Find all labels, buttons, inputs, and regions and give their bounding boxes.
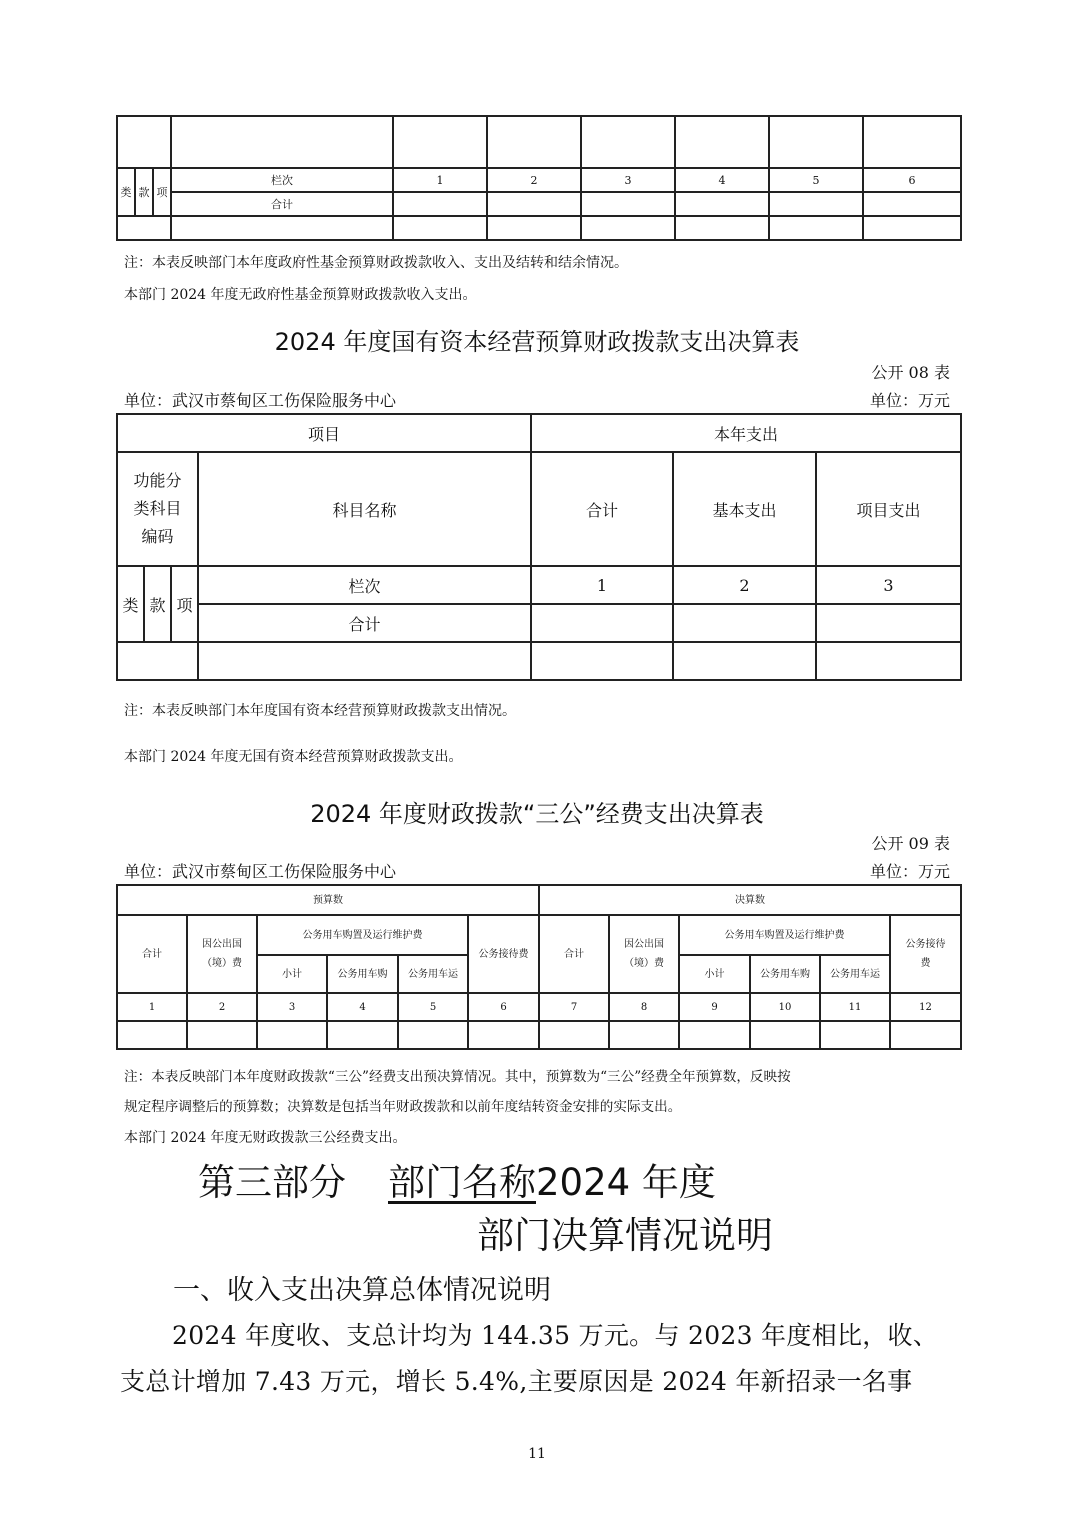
header-xiaoji: 小计 xyxy=(257,955,327,993)
para-line-1: 2024 年度收、支总计均为 144.35 万元。与 2023 年度相比，收、 xyxy=(172,1321,939,1350)
header-yingong: 因公出国 （境）费 xyxy=(609,915,679,993)
header-yunxing: 公务用车运 xyxy=(398,955,468,993)
body-paragraph xyxy=(120,1313,970,1405)
cell xyxy=(581,216,675,240)
para-line-2: 支总计增加 7.43 万元，增长 5.4%,主要原因是 2024 年新招录一名事 xyxy=(120,1367,913,1396)
cell xyxy=(673,604,816,642)
header-cell xyxy=(769,116,863,168)
cell xyxy=(769,216,863,240)
table09-title: 2024 年度财政拨款“三公”经费支出决算表 xyxy=(310,800,764,828)
cell xyxy=(673,642,816,680)
col-xiang: 项 xyxy=(171,566,198,642)
header-cell xyxy=(117,116,171,168)
col-number: 12 xyxy=(890,993,961,1021)
header-cell xyxy=(863,116,961,168)
state-capital-table xyxy=(116,413,962,681)
header-gouzhi: 公务用车购 xyxy=(750,955,820,993)
col-number: 7 xyxy=(539,993,609,1021)
header-jiedai: 公务接待 费 xyxy=(890,915,961,993)
cell xyxy=(117,216,171,240)
col-number: 8 xyxy=(609,993,679,1021)
header-cell xyxy=(171,116,393,168)
cell xyxy=(675,192,769,216)
cell xyxy=(609,1021,679,1049)
cell xyxy=(117,642,198,680)
row-heji: 合计 xyxy=(171,192,393,216)
cell xyxy=(487,192,581,216)
header-xiangmuzhichu: 项目支出 xyxy=(816,452,961,566)
table09-statement: 本部门 2024 年度无财政拨款三公经费支出。 xyxy=(124,1130,407,1146)
table09-unit-org: 单位：武汉市蔡甸区工伤保险服务中心 xyxy=(124,862,397,881)
cell xyxy=(679,1021,750,1049)
table08-title: 2024 年度国有资本经营预算财政拨款支出决算表 xyxy=(274,328,800,356)
header-name: 科目名称 xyxy=(198,452,531,566)
col-number: 1 xyxy=(531,566,673,604)
cell xyxy=(531,604,673,642)
header-juesuan: 决算数 xyxy=(539,885,961,915)
cell xyxy=(327,1021,398,1049)
header-yusuan: 预算数 xyxy=(117,885,539,915)
table08-unit-org: 单位：武汉市蔡甸区工伤保险服务中心 xyxy=(124,391,397,410)
cell xyxy=(581,192,675,216)
cell xyxy=(198,642,531,680)
table09-unit-money: 单位：万元 xyxy=(869,862,950,881)
header-heji: 合计 xyxy=(117,915,187,993)
col-lei: 类 xyxy=(117,566,144,642)
row-heji: 合计 xyxy=(198,604,531,642)
cell xyxy=(393,216,487,240)
page-number: 11 xyxy=(528,1446,546,1462)
col-number: 10 xyxy=(750,993,820,1021)
header-yunxing: 公务用车运 xyxy=(820,955,890,993)
table08-unit-money: 单位：万元 xyxy=(869,391,950,410)
section-heading xyxy=(198,1152,716,1206)
col-number: 9 xyxy=(679,993,750,1021)
col-kuan: 款 xyxy=(135,168,153,216)
table09-note: 注：本表反映部门本年度财政拨款“三公”经费支出预决算情况。其中，预算数为“三公”经费全年预算数，反映按 规定程序调整后的预算数；决算数是包括当年财政拨款和以前年度结转资金安排的实际支出。 xyxy=(124,1069,791,1115)
col-kuan: 款 xyxy=(144,566,171,642)
header-xiaoji: 小计 xyxy=(679,955,750,993)
header-gouzhi: 公务用车购 xyxy=(327,955,398,993)
col-number: 11 xyxy=(820,993,890,1021)
header-yingong: 因公出国 （境）费 xyxy=(187,915,257,993)
header-heji: 合计 xyxy=(531,452,673,566)
cell xyxy=(820,1021,890,1049)
row-lanci: 栏次 xyxy=(171,168,393,192)
header-cell xyxy=(581,116,675,168)
col-xiang: 项 xyxy=(153,168,171,216)
header-cell xyxy=(393,116,487,168)
col-number: 3 xyxy=(581,168,675,192)
cell xyxy=(398,1021,468,1049)
col-number: 3 xyxy=(257,993,327,1021)
section-part: 第三部分 xyxy=(198,1161,346,1204)
cell xyxy=(531,642,673,680)
table08-code: 公开 08 表 xyxy=(871,363,950,382)
cell xyxy=(863,192,961,216)
header-jiedai: 公务接待费 xyxy=(468,915,539,993)
col-number: 4 xyxy=(675,168,769,192)
cell xyxy=(816,642,961,680)
header-gongwuche: 公务用车购置及运行维护费 xyxy=(257,915,468,955)
cell xyxy=(393,192,487,216)
cell xyxy=(171,216,393,240)
col-number: 5 xyxy=(398,993,468,1021)
header-cell xyxy=(675,116,769,168)
cell xyxy=(539,1021,609,1049)
table08-note: 注：本表反映部门本年度国有资本经营预算财政拨款支出情况。 xyxy=(124,703,516,719)
cell xyxy=(257,1021,327,1049)
col-number: 1 xyxy=(393,168,487,192)
col-number: 4 xyxy=(327,993,398,1021)
cell xyxy=(890,1021,961,1049)
cell xyxy=(117,1021,187,1049)
cell xyxy=(468,1021,539,1049)
col-number: 2 xyxy=(487,168,581,192)
col-number: 6 xyxy=(863,168,961,192)
col-number: 2 xyxy=(187,993,257,1021)
col-lei: 类 xyxy=(117,168,135,216)
col-number: 3 xyxy=(816,566,961,604)
header-jiben: 基本支出 xyxy=(673,452,816,566)
table08-statement: 本部门 2024 年度无国有资本经营预算财政拨款支出。 xyxy=(124,749,463,765)
cell xyxy=(863,216,961,240)
section-year: 2024 年度 xyxy=(536,1161,716,1204)
cell xyxy=(187,1021,257,1049)
col-number: 5 xyxy=(769,168,863,192)
table07-note: 注：本表反映部门本年度政府性基金预算财政拨款收入、支出及结转和结余情况。 xyxy=(124,255,628,271)
three-public-table xyxy=(116,884,962,1050)
section-subtitle: 部门决算情况说明 xyxy=(477,1214,773,1257)
header-bennian: 本年支出 xyxy=(531,414,961,452)
row-lanci: 栏次 xyxy=(198,566,531,604)
cell xyxy=(675,216,769,240)
cell xyxy=(487,216,581,240)
dept-name: 部门名称 xyxy=(388,1161,536,1204)
cell xyxy=(750,1021,820,1049)
header-gongwuche: 公务用车购置及运行维护费 xyxy=(679,915,890,955)
header-code: 功能分类科目编码 xyxy=(117,452,198,566)
gov-fund-table xyxy=(116,115,962,241)
cell xyxy=(769,192,863,216)
header-heji: 合计 xyxy=(539,915,609,993)
cell xyxy=(816,604,961,642)
table09-code: 公开 09 表 xyxy=(871,834,950,853)
header-xiangmu: 项目 xyxy=(117,414,531,452)
col-number: 2 xyxy=(673,566,816,604)
header-cell xyxy=(487,116,581,168)
heading-1: 一、收入支出决算总体情况说明 xyxy=(173,1275,551,1306)
col-number: 1 xyxy=(117,993,187,1021)
col-number: 6 xyxy=(468,993,539,1021)
table07-statement: 本部门 2024 年度无政府性基金预算财政拨款收入支出。 xyxy=(124,287,477,303)
